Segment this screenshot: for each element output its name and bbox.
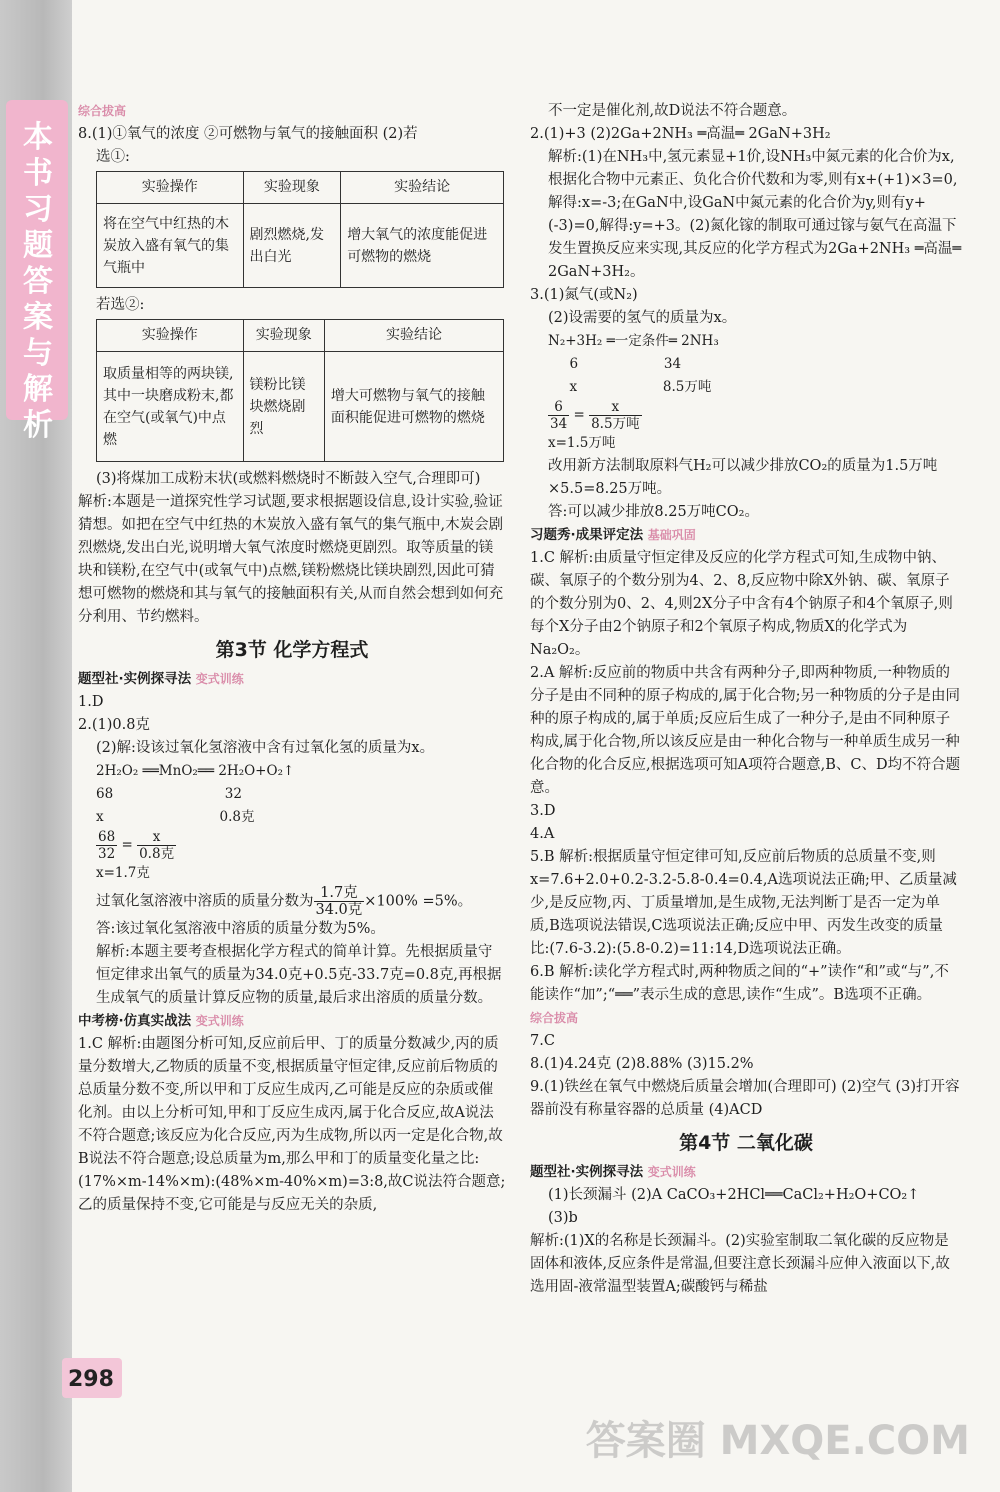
fraction-denominator: 8.5万吨 bbox=[591, 416, 640, 432]
answer-2-conclusion: 答:该过氧化氢溶液中溶质的质量分数为5%。 bbox=[96, 921, 385, 937]
answer-2-explanation: 解析:(1)在NH₃中,氢元素显+1价,设NH₃中氮元素的化合价为x,根据化合物中元素正、负化合价代数和为零,则有x+(+1)×3=0,解得:x=-3;在GaN中,设GaN中氮元素的化合价为y,则有y+(-3)=0,解得:y=+3。(2)氮化镓的制取可通过镓与氨气在高温下发生置换反应来实现,其反应的化学方程式为2Ga+2NH₃ ═高温═ 2GaN+3H₂。 bbox=[548, 149, 962, 280]
table-header: 实验结论 bbox=[324, 320, 503, 352]
subsection-tag: 变式训练 bbox=[195, 672, 244, 686]
equation: x 8.5万吨 bbox=[548, 379, 712, 395]
proportion: $\frac{6}{34}$ = $\frac{x}{\text{8.5万吨}}$ bbox=[550, 399, 640, 432]
answer-b7: 7.C bbox=[530, 1033, 555, 1049]
sidebar-title: 本书习题答案与解析 bbox=[23, 120, 53, 443]
answer-3-note: 改用新方法制取原料气H₂可以减少排放CO₂的质量为1.5万吨×5.5=8.25万吨。 bbox=[548, 458, 938, 497]
subsection-heading: 中考榜·仿真实战法 bbox=[78, 1013, 192, 1029]
table-header: 实验结论 bbox=[341, 172, 504, 204]
proportion: $\frac{68}{32}$ = $\frac{x}{\text{0.8克}}$ bbox=[98, 829, 175, 862]
text: 过氧化氢溶液中溶质的质量分数为 bbox=[96, 893, 314, 910]
answer-b2: 2.A 解析:反应前的物质中共含有两种分子,即两种物质,一种物质的分子是由不同种的原子构成的,属于化合物;另一种物质的分子是由同种的原子构成的,属于单质;反应后生成了一种分子,是由不同种原子构成,属于化合物,所以该反应是由一种化合物与一种单质生成另一种化合物的化合反应,根据选项可知A项符合题意,B、C、D均不符合题意。 bbox=[530, 665, 961, 796]
table-cell: 增大氧气的浓度能促进可燃物的燃烧 bbox=[341, 204, 504, 288]
table-cell: 将在空气中红热的木炭放入盛有氧气的集气瓶中 bbox=[97, 204, 244, 288]
section-title: 第4节 二氧化碳 bbox=[679, 1132, 813, 1154]
fraction-denominator: 0.8克 bbox=[139, 846, 175, 862]
answer-3: 3.(1)氮气(或N₂) bbox=[530, 287, 638, 303]
answer-c1: 1.C 解析:由题图分析可知,反应前后甲、丁的质量分数减少,丙的质量分数增大,乙物质的质量不变,根据质量守恒定律,反应前后物质的总质量分数不变,所以甲和丁反应生成丙,乙可能是反应的杂质或催化剂。由以上分析可知,甲和丁反应生成丙,属于化合反应,故A说法不符合题意;该反应为化合反应,丙为生成物,所以丙一定是化合物,故B说法不符合题意;设总质量为m,那么甲和丁的质量变化量之比:(17%×m-14%×m):(48%×m-40%×m)=3:8,故C说法符合题意;乙的质量保持不变,它可能是与反应无关的杂质, bbox=[78, 1036, 506, 1213]
table-cell: 增大可燃物与氧气的接触面积能促进可燃物的燃烧 bbox=[324, 352, 503, 462]
fraction-numerator: 68 bbox=[98, 829, 116, 845]
subsection-heading: 题型社·实例探寻法 bbox=[530, 1164, 644, 1180]
answer-b6: 6.B 解析:读化学方程式时,两种物质之间的“+”读作“和”或“与”,不能读作“加”;“══”表示生成的意思,读作“生成”。B选项不正确。 bbox=[530, 964, 949, 1003]
answer-d-explanation: 解析:(1)X的名称是长颈漏斗。(2)实验室制取二氧化碳的反应物是固体和液体,反应条件是常温,但要注意长颈漏斗应伸入液面以下,故选用固-液常温型装置A;碳酸钙与稀盐 bbox=[530, 1233, 950, 1295]
equation: x 0.8克 bbox=[96, 809, 255, 825]
equation: 2H₂O₂ ══MnO₂══ 2H₂O+O₂↑ bbox=[96, 763, 295, 779]
fraction-numerator: 6 bbox=[548, 399, 569, 416]
answer-2: 2.(1)0.8克 bbox=[78, 717, 150, 733]
equation: 6 34 bbox=[548, 356, 682, 372]
subsection-heading: 题型社·实例探寻法 bbox=[78, 671, 192, 687]
answer-d2: (3)b bbox=[548, 1210, 578, 1226]
equation: 68 32 bbox=[96, 786, 242, 802]
fraction-numerator: 1.7克 bbox=[314, 885, 365, 902]
experiment-table-1 bbox=[96, 171, 504, 288]
answer-2-solution: (2)解:设该过氧化氢溶液中含有过氧化氢的质量为x。 bbox=[96, 740, 435, 756]
fraction-denominator: 32 bbox=[98, 846, 116, 862]
right-column bbox=[530, 100, 962, 1299]
equation: N₂+3H₂ ═一定条件═ 2NH₃ bbox=[548, 333, 719, 349]
table-cell: 取质量相等的两块镁,其中一块磨成粉末,都在空气(或氧气)中点燃 bbox=[97, 352, 244, 462]
page-number: 298 bbox=[68, 1367, 114, 1392]
equation: x=1.7克 bbox=[96, 865, 150, 881]
answer-8-alt: 若选②: bbox=[96, 297, 145, 313]
fraction-numerator: x bbox=[137, 829, 176, 846]
table-header: 实验操作 bbox=[97, 172, 244, 204]
table-header: 实验现象 bbox=[243, 172, 341, 204]
section-title: 第3节 化学方程式 bbox=[215, 639, 369, 661]
table-cell: 镁粉比镁块燃烧剧烈 bbox=[243, 352, 324, 462]
section-tag: 综合拔高 bbox=[78, 104, 127, 118]
fraction-numerator: x bbox=[589, 399, 641, 416]
mass-fraction bbox=[78, 885, 506, 918]
answer-8-line2: 选①: bbox=[96, 149, 130, 165]
answer-b9: 9.(1)铁丝在氧气中燃烧后质量会增加(合理即可) (2)空气 (3)打开容器前没有称量容器的总质量 (4)ACD bbox=[530, 1079, 960, 1118]
answer-8-part3: (3)将煤加工成粉末状(或燃料燃烧时不断鼓入空气,合理即可) bbox=[96, 471, 481, 487]
equation: x=1.5万吨 bbox=[548, 435, 616, 451]
section-tag: 综合拔高 bbox=[530, 1011, 579, 1025]
answer-b4: 4.A bbox=[530, 826, 555, 842]
answer-b5: 5.B 解析:根据质量守恒定律可知,反应前后物质的总质量不变,则x=7.6+2.0+0.2-3.2-5.8-0.4=0.4,A选项说法正确;甲、乙质量减少,是反应物,丙、丁质量增加,是生成物,无法判断丁是否一定为单质,B选项说法错误,C选项说法正确;反应中甲、丙发生改变的质量比:(7.6-3.2):(5.8-0.2)=11:14,D选项说法正确。 bbox=[530, 849, 957, 957]
answer-b3: 3.D bbox=[530, 803, 556, 819]
answer-8-line1: 8.(1)①氧气的浓度 ②可燃物与氧气的接触面积 (2)若 bbox=[78, 126, 418, 142]
experiment-table-2 bbox=[96, 319, 504, 462]
page-sidebar bbox=[0, 0, 72, 1492]
watermark-logo: 答案圈 MXQE.COM bbox=[585, 1418, 970, 1464]
answer-1: 1.D bbox=[78, 694, 104, 710]
subsection-tag: 基础巩固 bbox=[647, 528, 696, 542]
left-column bbox=[78, 100, 506, 1217]
text: ×100% =5%。 bbox=[364, 893, 473, 910]
answer-8-explanation: 解析:本题是一道探究性学习试题,要求根据题设信息,设计实验,验证猜想。如把在空气中红热的木炭放入盛有氧气的集气瓶中,木炭会剧烈燃烧,发出白光,说明增大氧气浓度时燃烧更剧烈。取等质量的镁块和镁粉,在空气中(或氧气中)点燃,镁粉燃烧比镁块剧烈,因此可猜想可燃物的燃烧和其与氧气的接触面积有关,从而自然会想到如何充分利用、节约燃料。 bbox=[78, 494, 504, 625]
answer-2: 2.(1)+3 (2)2Ga+2NH₃ ═高温═ 2GaN+3H₂ bbox=[530, 126, 831, 142]
subsection-tag: 变式训练 bbox=[647, 1165, 696, 1179]
subsection-tag: 变式训练 bbox=[195, 1014, 244, 1028]
answer-2-explanation: 解析:本题主要考查根据化学方程式的简单计算。先根据质量守恒定律求出氧气的质量为34.0克+0.5克-33.7克=0.8克,再根据生成氧气的质量计算反应物的质量,最后求出溶质的质量分数。 bbox=[96, 944, 502, 1006]
subsection-heading: 习题秀·成果评定法 bbox=[530, 527, 644, 543]
answer-3-solution: (2)设需要的氢气的质量为x。 bbox=[548, 310, 737, 326]
answer-3-conclusion: 答:可以减少排放8.25万吨CO₂。 bbox=[548, 504, 759, 520]
table-cell: 剧烈燃烧,发出白光 bbox=[243, 204, 341, 288]
answer-d1: (1)长颈漏斗 (2)A CaCO₃+2HCl══CaCl₂+H₂O+CO₂↑ bbox=[548, 1187, 920, 1203]
continuation: 不一定是催化剂,故D说法不符合题意。 bbox=[548, 103, 797, 119]
answer-b1: 1.C 解析:由质量守恒定律及反应的化学方程式可知,生成物中钠、碳、氧原子的个数分别为4、2、8,反应物中除X外钠、碳、氧原子的个数分别为0、2、4,则2X分子中含有4个钠原子和4个氧原子,则每个X分子由2个钠原子和2个氧原子构成,物质X的化学式为Na₂O₂。 bbox=[530, 550, 953, 658]
table-header: 实验操作 bbox=[97, 320, 244, 352]
table-header: 实验现象 bbox=[243, 320, 324, 352]
fraction-denominator: 34.0克 bbox=[315, 902, 363, 918]
fraction-denominator: 34 bbox=[550, 416, 568, 432]
answer-b8: 8.(1)4.24克 (2)8.88% (3)15.2% bbox=[530, 1056, 754, 1072]
